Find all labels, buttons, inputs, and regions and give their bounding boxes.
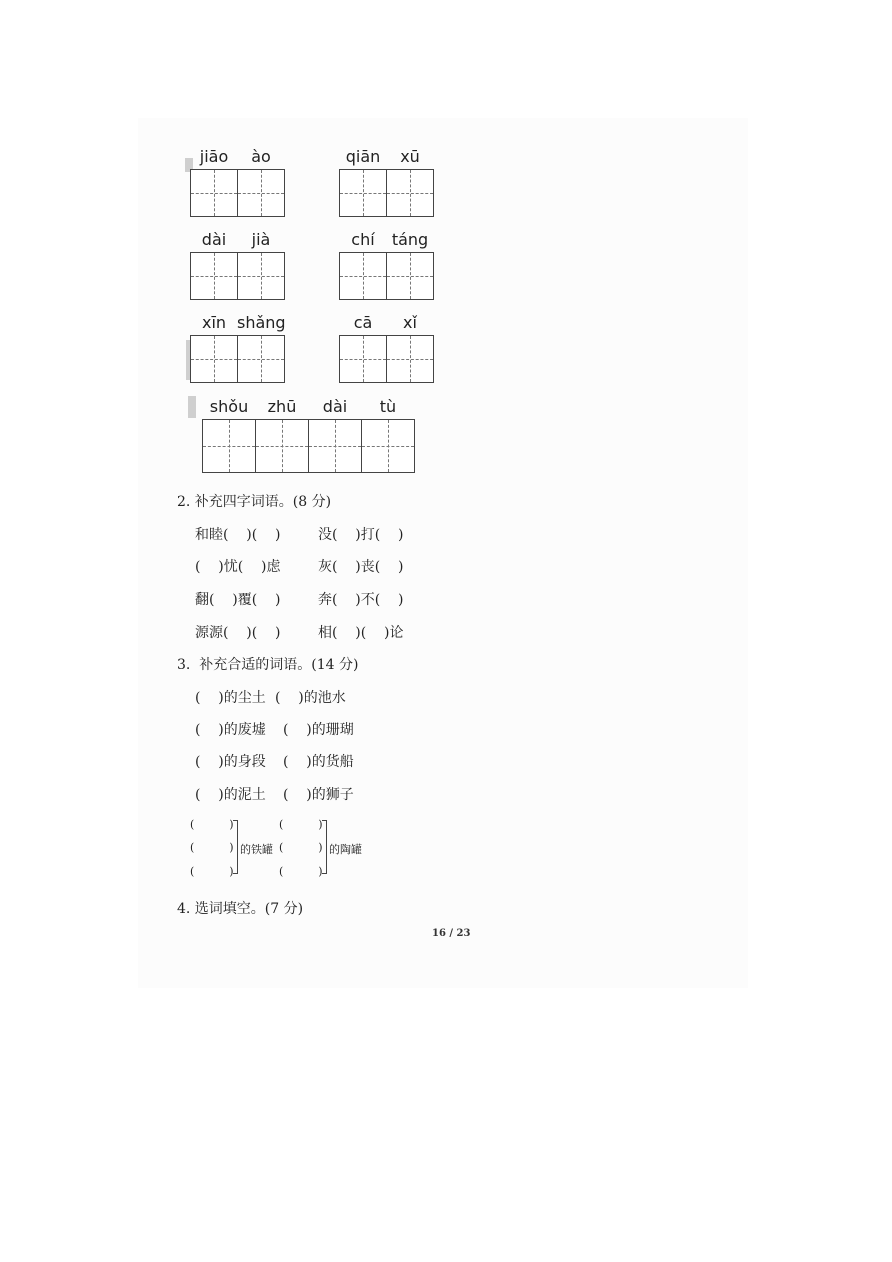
q3-item: ( )的珊瑚 <box>283 722 354 738</box>
q2-item: 相( )( )论 <box>318 625 404 641</box>
q3-item: ( )的池水 <box>275 690 346 706</box>
q3-item: ( )的身段 <box>195 754 266 770</box>
q2-item: 源源( )( ) <box>195 625 281 641</box>
page-number: 16 / 23 <box>432 928 471 939</box>
pinyin-label: táng <box>391 230 429 249</box>
pinyin-label: shǎng <box>237 313 286 332</box>
pinyin-label: ào <box>251 147 271 166</box>
pinyin-label: xīn <box>201 313 227 332</box>
writing-cell[interactable] <box>339 169 387 217</box>
pinyin-label: dài <box>201 230 227 249</box>
pinyin-label: shǒu <box>209 397 249 416</box>
pinyin-label: zhū <box>267 397 297 416</box>
blank-paren: ( ) <box>279 865 323 878</box>
blank-paren: ( ) <box>279 818 323 831</box>
writing-cell[interactable] <box>339 252 387 300</box>
brace-left <box>233 820 238 874</box>
writing-cell[interactable] <box>308 419 362 473</box>
writing-cell[interactable] <box>339 335 387 383</box>
question-3-title: 3. 补充合适的词语。(14 分) <box>177 657 359 673</box>
blank-paren: ( ) <box>279 841 323 854</box>
writing-cell[interactable] <box>386 169 434 217</box>
pinyin-label: tù <box>379 397 397 416</box>
q3-item: ( )的废墟 <box>195 722 266 738</box>
q2-item: 和睦( )( ) <box>195 527 281 543</box>
q2-item: 奔( )不( ) <box>318 592 404 608</box>
writing-cell[interactable] <box>237 252 285 300</box>
writing-cell[interactable] <box>190 169 238 217</box>
pinyin-label: xǐ <box>403 313 417 332</box>
writing-cell[interactable] <box>386 335 434 383</box>
writing-cell[interactable] <box>237 169 285 217</box>
q3-item: ( )的货船 <box>283 754 354 770</box>
q2-item: 没( )打( ) <box>318 527 404 543</box>
q3-item: ( )的尘土 <box>195 690 266 706</box>
pinyin-label: jiāo <box>199 147 229 166</box>
writing-cell[interactable] <box>386 252 434 300</box>
writing-cell[interactable] <box>190 252 238 300</box>
writing-cell[interactable] <box>190 335 238 383</box>
q3-item: ( )的狮子 <box>283 787 354 803</box>
pinyin-label: chí <box>351 230 375 249</box>
pinyin-label: cā <box>353 313 373 332</box>
writing-cell[interactable] <box>237 335 285 383</box>
brace-label-taoguan: 的陶罐 <box>329 843 362 856</box>
blank-paren: ( ) <box>190 841 234 854</box>
q2-item: 翻( )覆( ) <box>195 592 281 608</box>
q2-item: ( )忧( )虑 <box>195 559 281 575</box>
pinyin-label: xū <box>400 147 420 166</box>
writing-cell[interactable] <box>255 419 309 473</box>
scan-mark <box>188 396 196 418</box>
writing-cell[interactable] <box>202 419 256 473</box>
question-2-title: 2. 补充四字词语。(8 分) <box>177 494 332 510</box>
question-4-title: 4. 选词填空。(7 分) <box>177 901 304 917</box>
brace-label-tieguan: 的铁罐 <box>240 843 273 856</box>
pinyin-label: jià <box>251 230 271 249</box>
pinyin-label: dài <box>322 397 348 416</box>
blank-paren: ( ) <box>190 865 234 878</box>
brace-right <box>322 820 327 874</box>
q3-item: ( )的泥土 <box>195 787 266 803</box>
blank-paren: ( ) <box>190 818 234 831</box>
q2-item: 灰( )丧( ) <box>318 559 404 575</box>
pinyin-label: qiān <box>345 147 381 166</box>
writing-cell[interactable] <box>361 419 415 473</box>
